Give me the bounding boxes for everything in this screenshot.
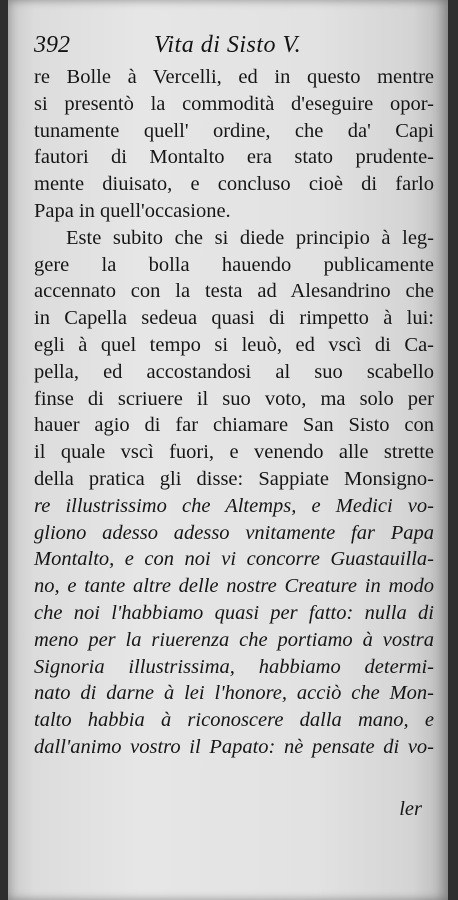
text-line: tunamente quell' ordine, che da' Capi <box>34 119 434 142</box>
text-line: fautori di Montalto era stato prudente- <box>34 146 434 169</box>
text-line: hauer agio di far chiamare San Sisto con <box>34 414 434 437</box>
page-number: 392 <box>34 32 70 58</box>
text-line: finse di scriuere il suo voto, ma solo per <box>34 387 434 410</box>
book-page <box>8 0 448 900</box>
text-line: dall'animo vostro il Papato: nè pensate di vo- <box>34 735 434 758</box>
text-line: il quale vscì fuori, e venendo alle strette <box>34 441 434 464</box>
text-line: no, e tante altre delle nostre Creature in modo <box>34 575 434 598</box>
text-line: pella, ed accostandosi al suo scabello <box>34 360 434 383</box>
text-line: gere la bolla hauendo publicamente <box>34 253 434 276</box>
text-line: re Bolle à Vercelli, ed in questo mentre <box>34 66 434 88</box>
text-line: talto habbia à riconoscere dalla mano, e <box>34 709 434 732</box>
text-line: si presentò la commodità d'eseguire opor- <box>34 92 434 115</box>
text-line: Papa in quell'occasione. <box>34 199 231 222</box>
page-header <box>34 32 434 62</box>
running-title: Vita di Sisto V. <box>154 32 302 58</box>
text-line: egli à quel tempo si leuò, ed vscì di Ca- <box>34 333 434 356</box>
body-text <box>34 64 434 761</box>
text-line: Montalto, e con noi vi concorre Guastauilla- <box>34 548 434 571</box>
text-line: gliono adesso adesso vnitamente far Papa <box>34 521 434 544</box>
text-line: nato di darne à lei l'honore, acciò che Mon- <box>34 682 434 705</box>
text-line: meno per la riuerenza che portiamo à vostra <box>34 628 434 651</box>
catchword: ler <box>399 798 422 820</box>
text-line: accennato con la testa ad Alesandrino che <box>34 280 434 303</box>
text-line: Signoria illustrissima, habbiamo determi- <box>34 655 434 678</box>
text-line: della pratica gli disse: Sappiate Monsigno- <box>34 467 434 490</box>
text-line: re illustrissimo che Altemps, e Medici vo- <box>34 494 434 517</box>
text-line: in Capella sedeua quasi di rimpetto à lui: <box>34 307 434 330</box>
text-line: Este subito che si diede principio à leg- <box>66 226 434 249</box>
text-line: che noi l'habbiamo quasi per fatto: nulla di <box>34 601 434 624</box>
text-line: mente diuisato, e concluso cioè di farlo <box>34 173 434 196</box>
